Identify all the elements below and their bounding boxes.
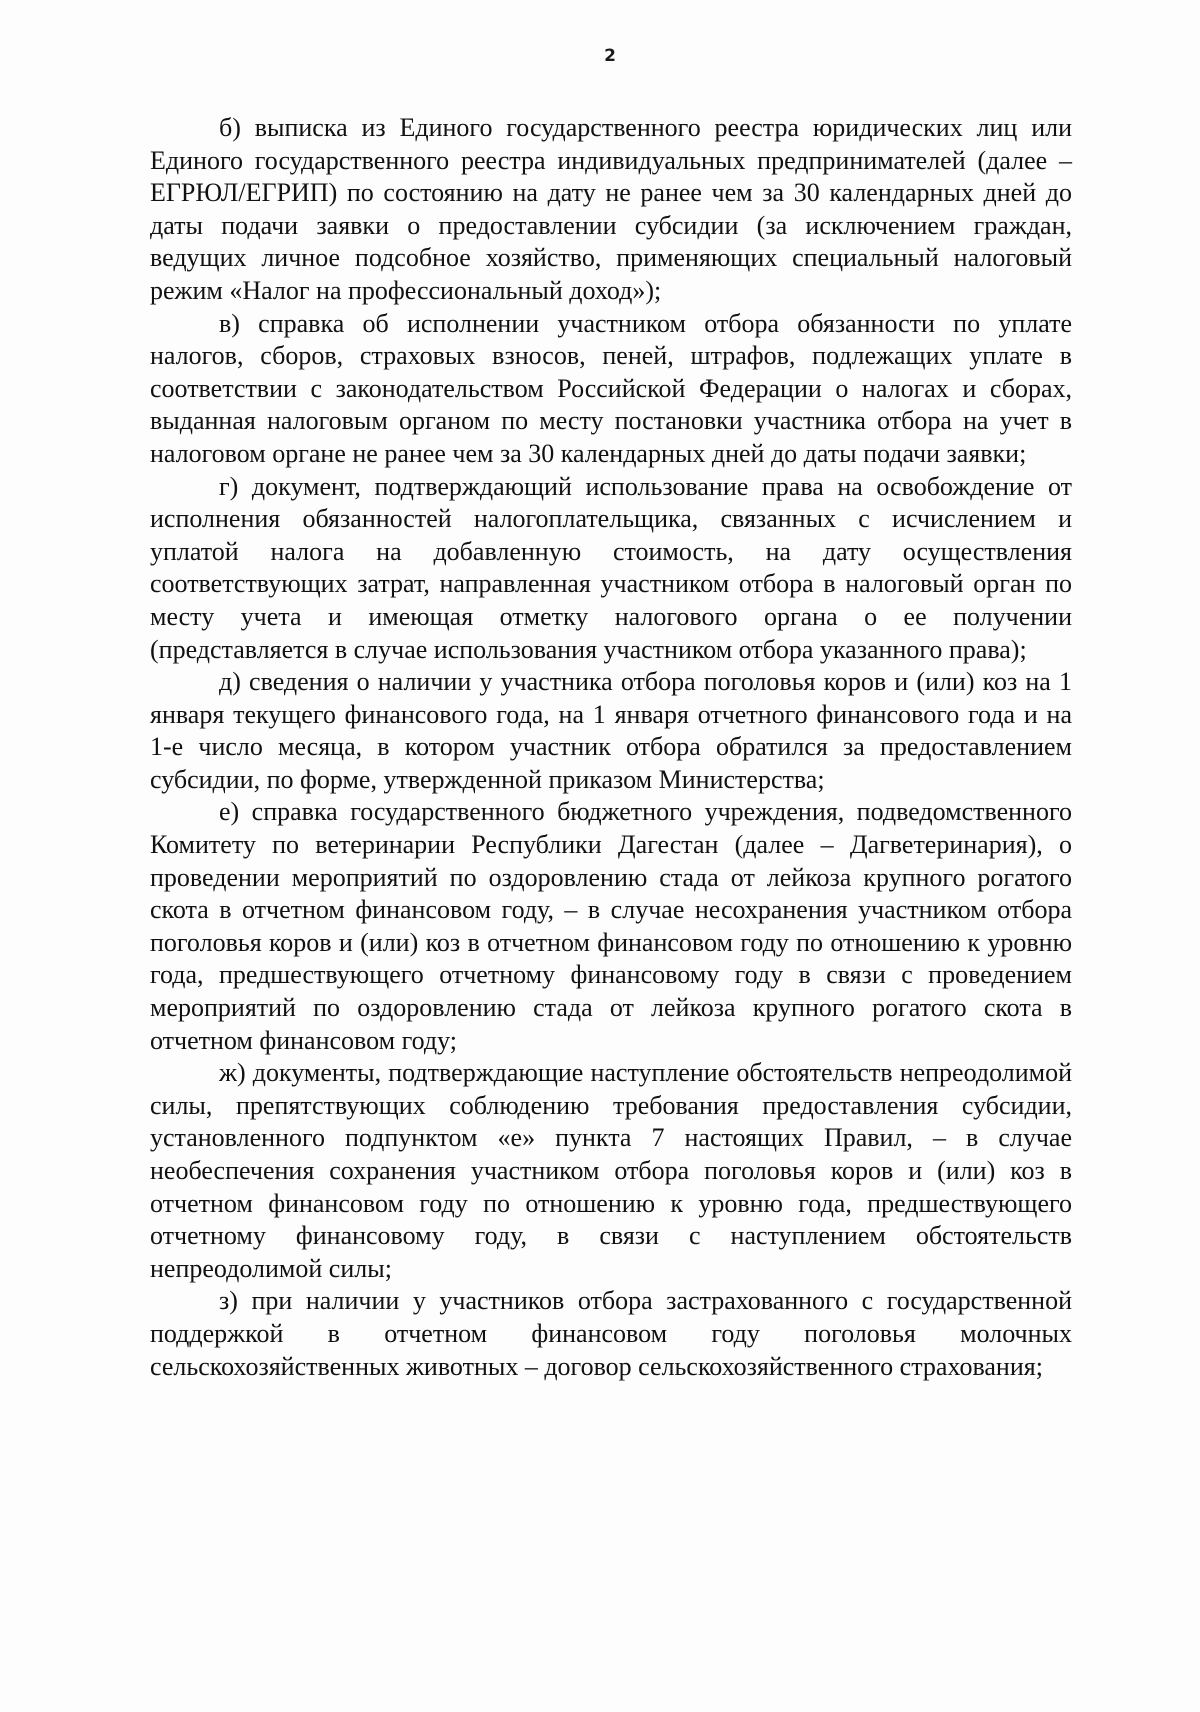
paragraph-g: г) документ, подтверждающий использование права на освобождение от исполнения обязанностей налогоплательщика, связанных с исчислением и уплатой налога на добавленную стоимость, на дату осуществления соответствующих затрат, направленная участником отбора в налоговый орган по месту учета и имеющая отметку налогового органа о ее получении (представляется в случае использования участником отбора указанного права); xyxy=(150,471,1072,664)
paragraph-zh: ж) документы, подтверждающие наступление обстоятельств непреодолимой силы, препятствующих соблюдению требования предоставления субсидии, установленного подпунктом «е» пункта 7 настоящих Правил, – в случае необеспечения сохранения участником отбора поголовья коров и (или) коз в отчетном финансовом году по отношению к уровню года, предшествующего отчетному финансовому году, в связи с наступлением обстоятельств непреодолимой силы; xyxy=(150,1058,1072,1283)
paragraph-b: б) выписка из Единого государственного реестра юридических лиц или Единого государственного реестра индивидуальных предпринимателей (далее – ЕГРЮЛ/ЕГРИП) по состоянию на дату не ранее чем за 30 календарных дней до даты подачи заявки о предоставлении субсидии (за исключением граждан, ведущих личное подсобное хозяйство, применяющих специальный налоговый режим «Налог на профессиональный доход»); xyxy=(150,113,1072,305)
paragraph-d: д) сведения о наличии у участника отбора поголовья коров и (или) коз на 1 января текущего финансового года, на 1 января отчетного финансового года и на 1-е число месяца, в котором участник отбора обратился за предоставлением субсидии, по форме, утвержденной приказом Министерства; xyxy=(150,667,1072,794)
document-body xyxy=(150,112,1072,1383)
paragraph-e: е) справка государственного бюджетного учреждения, подведомственного Комитету по ветеринарии Республики Дагестан (далее – Дагветеринария), о проведении мероприятий по оздоровлению стада от лейкоза крупного рогатого скота в отчетном финансовом году, – в случае несохранения участником отбора поголовья коров и (или) коз в отчетном финансовом году по отношению к уровню года, предшествующего отчетному финансовому году в связи с проведением мероприятий по оздоровлению стада от лейкоза крупного рогатого скота в отчетном финансовом году; xyxy=(150,797,1072,1055)
page-number: 2 xyxy=(604,46,616,66)
paragraph-z: з) при наличии у участников отбора застрахованного с государственной поддержкой в отчетном финансовом году поголовья молочных сельскохозяйственных животных – договор сельскохозяйственного страхования; xyxy=(150,1286,1072,1381)
paragraph-v: в) справка об исполнении участником отбора обязанности по уплате налогов, сборов, страховых взносов, пеней, штрафов, подлежащих уплате в соответствии с законодательством Российской Федерации о налогах и сборах, выданная налоговым органом по месту постановки участника отбора на учет в налоговом органе не ранее чем за 30 календарных дней до даты подачи заявки; xyxy=(150,308,1072,468)
